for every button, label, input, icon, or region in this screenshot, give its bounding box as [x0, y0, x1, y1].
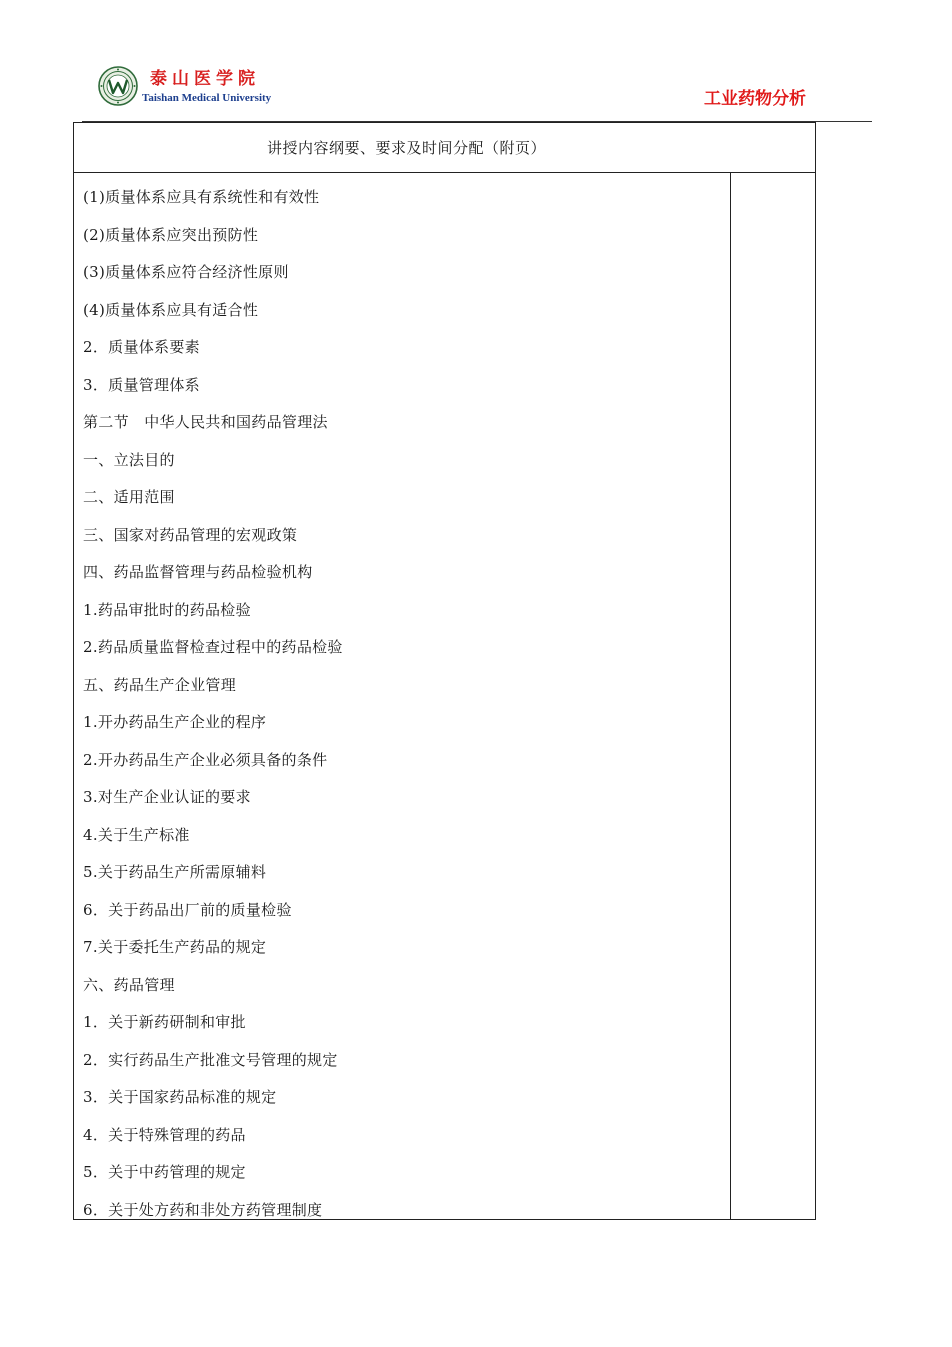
outline-item: 6．关于处方药和非处方药管理制度	[83, 1200, 323, 1219]
university-name-en: Taishan Medical University	[142, 92, 272, 104]
outline-item: 一、立法目的	[83, 450, 175, 469]
section-heading: 第二节 中华人民共和国药品管理法	[83, 413, 328, 431]
university-name-cn: 泰山医学院	[150, 69, 260, 89]
outline-item: 1．关于新药研制和审批	[83, 1013, 246, 1031]
outline-item: 5.关于药品生产所需原辅料	[83, 863, 267, 881]
table-body	[74, 173, 815, 1219]
outline-item: 五、药品生产企业管理	[83, 675, 237, 694]
outline-item: 5．关于中药管理的规定	[83, 1163, 246, 1181]
outline-item: 二、适用范围	[83, 488, 175, 506]
outline-item: (2)质量体系应突出预防性	[83, 225, 259, 244]
outline-item: 6．关于药品出厂前的质量检验	[83, 900, 292, 919]
course-title: 工业药物分析	[704, 89, 806, 109]
outline-item: (4)质量体系应具有适合性	[83, 300, 259, 319]
outline-item: (3)质量体系应符合经济性原则	[83, 263, 289, 281]
outline-item: 六、药品管理	[83, 975, 175, 994]
outline-item: 7.关于委托生产药品的规定	[83, 938, 267, 956]
outline-item: (1)质量体系应具有系统性和有效性	[83, 188, 320, 206]
outline-item: 2．实行药品生产批准文号管理的规定	[83, 1050, 338, 1069]
content-column	[74, 173, 731, 1219]
outline-item: 3．关于国家药品标准的规定	[83, 1088, 277, 1106]
table-header-text: 讲授内容纲要、要求及时间分配（附页）	[267, 139, 547, 157]
outline-item: 1.开办药品生产企业的程序	[83, 713, 267, 731]
outline-item: 2.药品质量监督检查过程中的药品检验	[83, 638, 343, 656]
outline-item: 4．关于特殊管理的药品	[83, 1125, 246, 1144]
lecture-outline-table	[73, 122, 816, 1220]
outline-item: 3.对生产企业认证的要求	[83, 788, 251, 806]
outline-item: 3．质量管理体系	[83, 375, 200, 394]
outline-item: 2．质量体系要素	[83, 338, 200, 356]
outline-item: 1.药品审批时的药品检验	[83, 600, 251, 619]
outline-item: 4.关于生产标准	[83, 825, 190, 844]
time-allocation-column	[731, 173, 815, 1219]
university-seal-icon	[98, 66, 138, 106]
outline-item: 三、国家对药品管理的宏观政策	[83, 525, 298, 544]
page-header	[0, 0, 952, 122]
table-header	[74, 123, 815, 173]
outline-item: 2.开办药品生产企业必须具备的条件	[83, 750, 328, 769]
outline-item: 四、药品监督管理与药品检验机构	[83, 563, 313, 581]
